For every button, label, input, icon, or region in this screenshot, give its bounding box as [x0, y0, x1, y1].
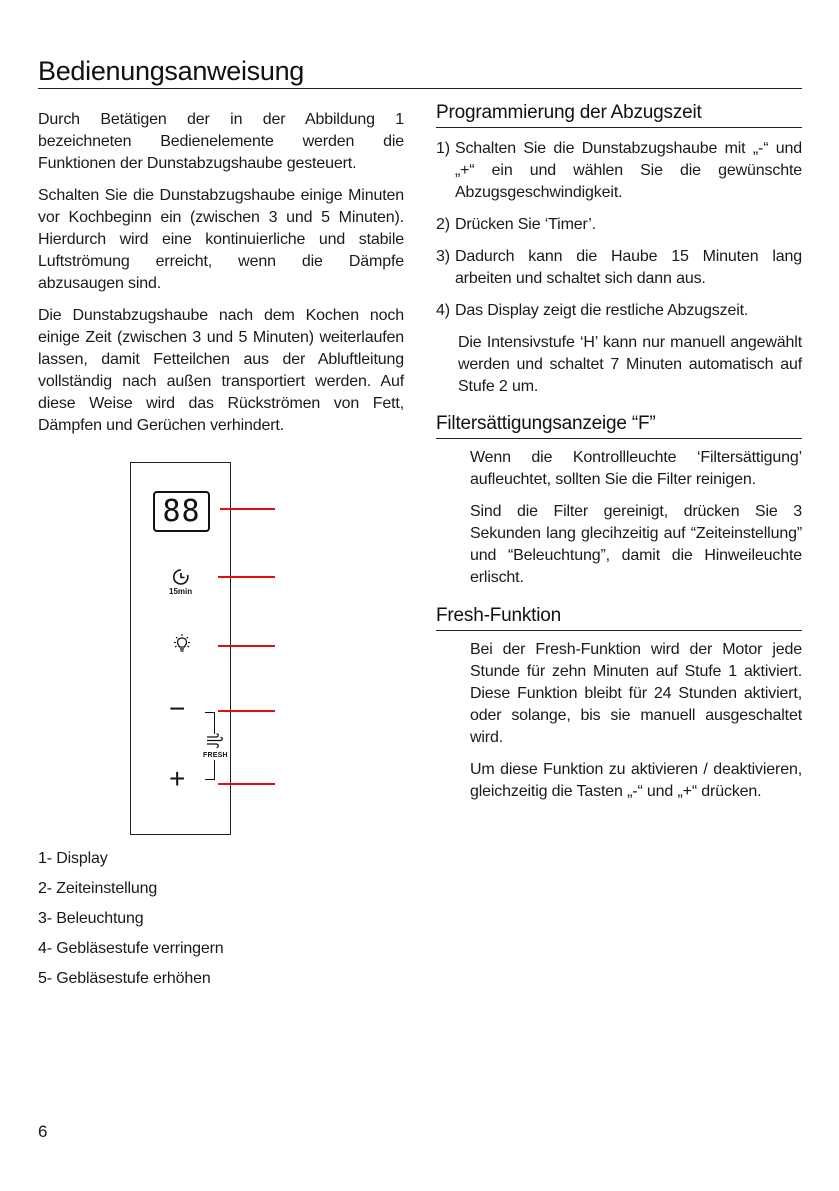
section-fresh	[436, 604, 802, 813]
section-filter	[436, 412, 802, 599]
page-title: Bedienungsanweisung	[38, 56, 305, 86]
page-number: 6	[38, 1122, 48, 1141]
minus-button[interactable]: −	[169, 693, 186, 724]
legend-item: 3- Beleuchtung	[38, 910, 144, 927]
legend-item: 2- Zeiteinstellung	[38, 880, 158, 897]
legend-item: 1- Display	[38, 850, 108, 867]
legend-item: 5- Gebläsestufe erhöhen	[38, 970, 211, 987]
pointer-line-timer	[218, 576, 275, 578]
intro-text	[38, 109, 404, 447]
program-note: Die Intensivstufe ‘H’ kann nur manuell angewählt werden und schaltet 7 Minuten automatisch auf Stufe 2 um.	[458, 334, 802, 395]
pointer-line-light	[218, 645, 275, 647]
fresh-icon	[205, 733, 225, 749]
list-item: 2) Drücken Sie ‘Timer’.	[436, 216, 596, 233]
display	[153, 491, 210, 532]
display-digits: 88	[162, 493, 201, 529]
list-item: 3) Dadurch kann die Haube 15 Minuten lang arbeiten und schaltet sich dann aus.	[436, 248, 802, 287]
list-item: 1) Schalten Sie die Dunstabzugshaube mit „-“ und „+“ ein und wählen Sie die gewünschte Abzugsgeschwindigkeit.	[436, 140, 802, 201]
section-title: Fresh-Funktion	[436, 605, 561, 626]
title-divider	[38, 88, 802, 89]
fresh-paragraph-1: Bei der Fresh-Funktion wird der Motor jede Stunde für zehn Minuten auf Stufe 1 aktiviert. Diese Funktion bleibt für 24 Stunden aktiviert, oder solange, bis sie manuell ausgeschaltet wird.	[470, 641, 802, 746]
filter-paragraph-1: Wenn die Kontrollleuchte ‘Filtersättigung’ aufleuchtet, sollten Sie die Filter reinigen.	[470, 449, 802, 488]
section-title: Filtersättigungsanzeige “F”	[436, 413, 656, 434]
filter-paragraph-2: Sind die Filter gereinigt, drücken Sie 3 Sekunden lang glecihzeitig auf “Zeiteinstellung” und “Beleuchtung”, damit die Hinweileuchte erlischt.	[470, 503, 802, 586]
bracket-top	[205, 712, 215, 734]
bracket-bottom	[205, 760, 215, 780]
legend-item: 4- Gebläsestufe verringern	[38, 940, 224, 957]
pointer-line-minus	[218, 710, 275, 712]
intro-paragraph-2: Schalten Sie die Dunstabzugshaube einige Minuten vor Kochbeginn ein (zwischen 3 und 5 Minuten). Hierdurch wird eine kontinuierliche und stabile Luftströmung erreicht, wenn die Dämpfe abzusaugen sind.	[38, 187, 404, 292]
timer-label: 15min	[169, 587, 193, 596]
fresh-label: FRESH	[203, 752, 228, 759]
pointer-line-display	[220, 508, 275, 510]
list-item: 4) Das Display zeigt die restliche Abzugszeit.	[436, 302, 749, 319]
plus-button[interactable]: +	[169, 763, 186, 794]
clock-icon	[171, 567, 191, 587]
pointer-line-plus	[218, 783, 275, 785]
section-program	[436, 101, 802, 408]
control-panel-figure	[130, 462, 231, 835]
fresh-paragraph-2: Um diese Funktion zu aktivieren / deaktivieren, gleichzeitig die Tasten „-“ und „+“ drücken.	[470, 761, 802, 800]
section-title: Programmierung der Abzugszeit	[436, 102, 702, 123]
light-bulb-icon	[172, 633, 192, 655]
intro-paragraph-1: Durch Betätigen der in der Abbildung 1 bezeichneten Bedienelemente werden die Funktionen der Dunstabzugshaube gesteuert.	[38, 111, 404, 172]
figure-legend	[38, 849, 224, 999]
intro-paragraph-3: Die Dunstabzugshaube nach dem Kochen noch einige Zeit (zwischen 3 und 5 Minuten) weiterlaufen lassen, damit Fetteilchen aus der Abluftleitung vollständig nach außen transportiert werden. Auf diese Weise wird das Rückströmen von Fett, Dämpfen und Gerüchen verhindert.	[38, 307, 404, 434]
